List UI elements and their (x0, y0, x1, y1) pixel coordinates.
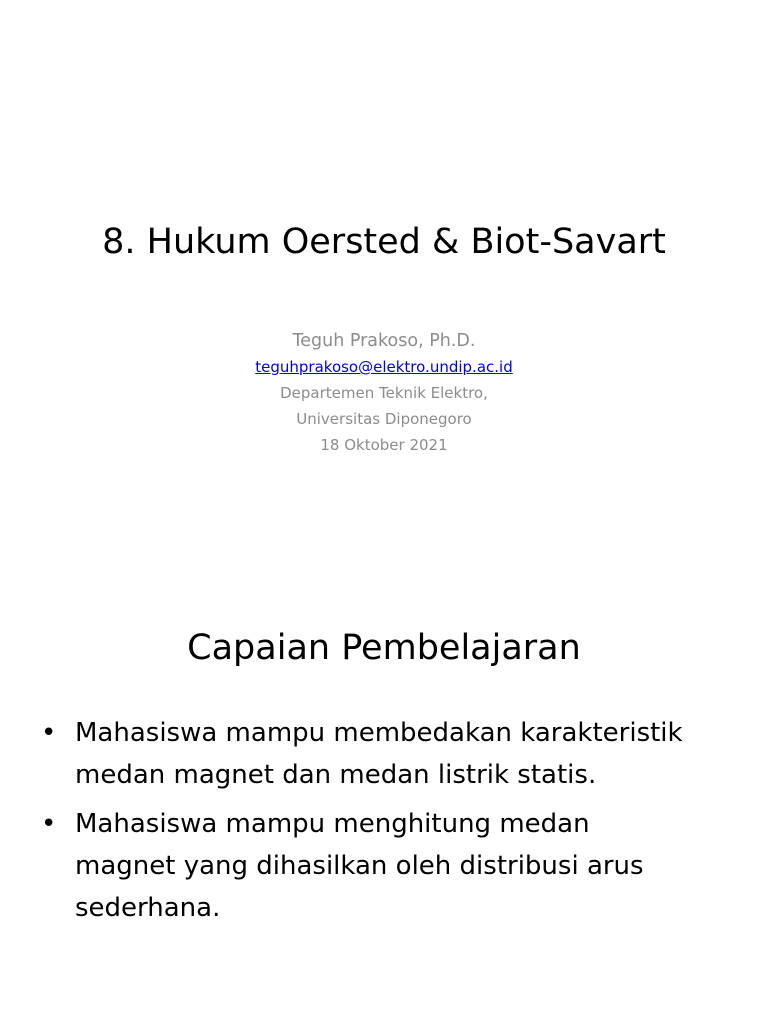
author-email-link[interactable]: teguhprakoso@elektro.undip.ac.id (255, 358, 513, 376)
university-text: Universitas Diponegoro (296, 410, 472, 428)
bullet-line: Mahasiswa mampu membedakan karakteristik (75, 718, 683, 748)
slide-title: Capaian Pembelajaran (187, 628, 581, 668)
bullet-line: magnet yang dihasilkan oleh distribusi arus (75, 851, 644, 881)
list-item (38, 803, 738, 929)
slide-title: 8. Hukum Oersted & Biot-Savart (102, 222, 666, 262)
bullet-icon: • (41, 809, 57, 839)
date-text: 18 Oktober 2021 (320, 436, 448, 454)
bullet-line: sederhana. (75, 893, 221, 923)
bullet-line: Mahasiswa mampu menghitung medan (75, 809, 590, 839)
author-info (0, 328, 768, 458)
department-text: Departemen Teknik Elektro, (280, 384, 488, 402)
bullet-icon: • (41, 718, 57, 748)
bullet-line: medan magnet dan medan listrik statis. (75, 760, 597, 790)
learning-outcomes-slide (0, 512, 768, 1024)
author-name: Teguh Prakoso, Ph.D. (292, 331, 476, 351)
list-item (38, 712, 738, 796)
bullet-list (38, 712, 738, 936)
